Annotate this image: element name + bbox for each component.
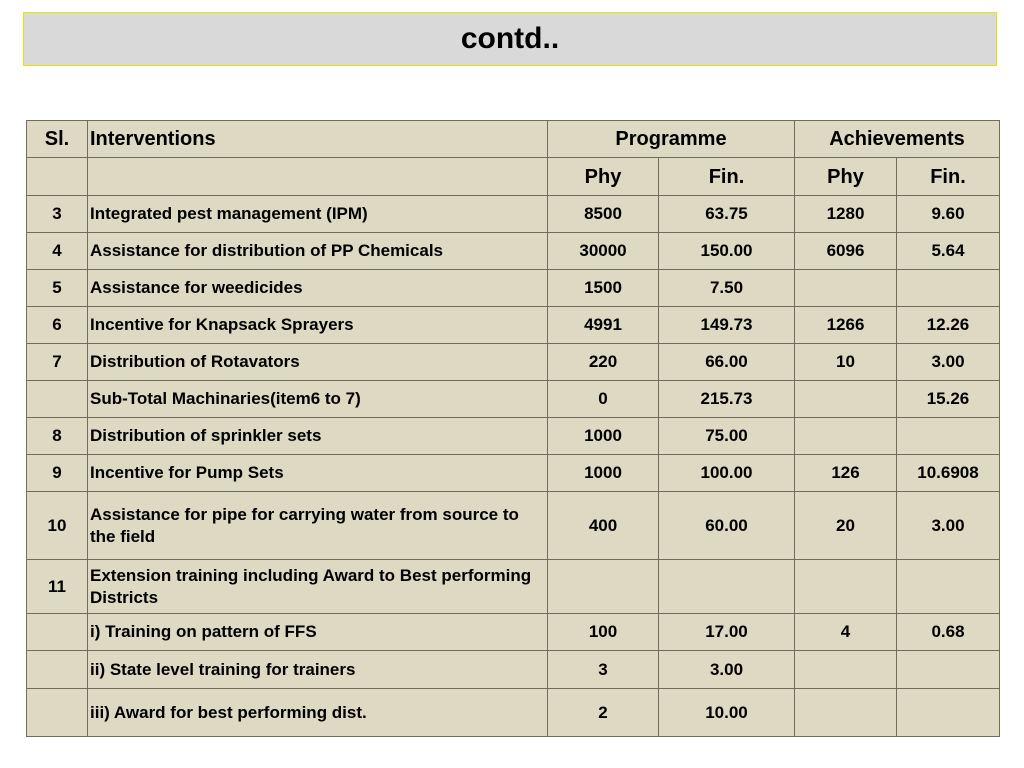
table-row [27, 492, 1000, 560]
row-programme-fin: 66.00 [659, 344, 795, 381]
table-row [27, 344, 1000, 381]
row-programme-fin: 10.00 [659, 689, 795, 737]
row-programme-fin: 150.00 [659, 233, 795, 270]
interventions-table [26, 120, 1000, 737]
row-achievements-phy: 20 [795, 492, 897, 560]
row-sl [27, 689, 88, 737]
row-intervention: i) Training on pattern of FFS [88, 614, 548, 651]
row-sl: 6 [27, 307, 88, 344]
row-programme-fin: 100.00 [659, 455, 795, 492]
header-sl: Sl. [27, 121, 88, 158]
header-row [27, 121, 1000, 158]
row-programme-fin [659, 560, 795, 614]
table-row [27, 233, 1000, 270]
row-intervention: Assistance for pipe for carrying water from source to the field [88, 492, 548, 560]
row-intervention: Integrated pest management (IPM) [88, 196, 548, 233]
subheader-row [27, 158, 1000, 196]
row-intervention: Assistance for distribution of PP Chemicals [88, 233, 548, 270]
row-sl [27, 651, 88, 689]
row-achievements-fin [897, 651, 1000, 689]
row-programme-phy [548, 560, 659, 614]
row-achievements-fin [897, 270, 1000, 307]
table-row [27, 614, 1000, 651]
subheader-programme-fin: Fin. [659, 158, 795, 196]
row-programme-phy: 220 [548, 344, 659, 381]
subheader-empty [27, 158, 88, 196]
row-programme-fin: 7.50 [659, 270, 795, 307]
row-programme-fin: 3.00 [659, 651, 795, 689]
table-row [27, 381, 1000, 418]
row-programme-phy: 30000 [548, 233, 659, 270]
row-sl: 9 [27, 455, 88, 492]
row-achievements-fin: 10.6908 [897, 455, 1000, 492]
row-programme-fin: 215.73 [659, 381, 795, 418]
row-achievements-phy [795, 381, 897, 418]
subheader-achievements-fin: Fin. [897, 158, 1000, 196]
row-achievements-phy [795, 418, 897, 455]
row-achievements-fin: 9.60 [897, 196, 1000, 233]
row-programme-phy: 2 [548, 689, 659, 737]
title-bar [23, 12, 997, 66]
row-programme-fin: 63.75 [659, 196, 795, 233]
row-achievements-fin [897, 560, 1000, 614]
row-achievements-fin: 3.00 [897, 492, 1000, 560]
subheader-programme-phy: Phy [548, 158, 659, 196]
row-programme-phy: 3 [548, 651, 659, 689]
table-row [27, 196, 1000, 233]
row-achievements-fin: 15.26 [897, 381, 1000, 418]
row-intervention: Sub-Total Machinaries(item6 to 7) [88, 381, 548, 418]
row-achievements-fin [897, 418, 1000, 455]
row-achievements-phy: 1266 [795, 307, 897, 344]
table-row [27, 455, 1000, 492]
subheader-achievements-phy: Phy [795, 158, 897, 196]
row-sl [27, 381, 88, 418]
row-intervention: iii) Award for best performing dist. [88, 689, 548, 737]
row-achievements-phy [795, 651, 897, 689]
row-sl: 3 [27, 196, 88, 233]
row-programme-phy: 1500 [548, 270, 659, 307]
row-achievements-fin [897, 689, 1000, 737]
table-row [27, 689, 1000, 737]
row-achievements-phy: 1280 [795, 196, 897, 233]
header-achievements: Achievements [795, 121, 1000, 158]
row-sl: 7 [27, 344, 88, 381]
row-achievements-fin: 12.26 [897, 307, 1000, 344]
row-programme-fin: 17.00 [659, 614, 795, 651]
row-achievements-phy [795, 270, 897, 307]
row-intervention: Incentive for Knapsack Sprayers [88, 307, 548, 344]
row-achievements-phy [795, 560, 897, 614]
row-programme-fin: 60.00 [659, 492, 795, 560]
subheader-empty [88, 158, 548, 196]
row-programme-phy: 1000 [548, 455, 659, 492]
row-achievements-phy: 4 [795, 614, 897, 651]
row-sl: 5 [27, 270, 88, 307]
row-programme-phy: 4991 [548, 307, 659, 344]
table-row [27, 651, 1000, 689]
row-achievements-phy: 6096 [795, 233, 897, 270]
row-achievements-phy: 10 [795, 344, 897, 381]
row-programme-phy: 100 [548, 614, 659, 651]
row-intervention: Assistance for weedicides [88, 270, 548, 307]
row-achievements-fin: 0.68 [897, 614, 1000, 651]
table-row [27, 307, 1000, 344]
page-title: contd.. [460, 22, 560, 55]
row-intervention: Extension training including Award to Best performing Districts [88, 560, 548, 614]
row-intervention: Distribution of sprinkler sets [88, 418, 548, 455]
table-row [27, 270, 1000, 307]
row-achievements-fin: 3.00 [897, 344, 1000, 381]
row-intervention: Incentive for Pump Sets [88, 455, 548, 492]
row-sl: 10 [27, 492, 88, 560]
row-sl: 4 [27, 233, 88, 270]
row-programme-fin: 75.00 [659, 418, 795, 455]
row-programme-phy: 8500 [548, 196, 659, 233]
row-sl: 11 [27, 560, 88, 614]
row-achievements-phy [795, 689, 897, 737]
row-sl: 8 [27, 418, 88, 455]
table-row [27, 560, 1000, 614]
row-intervention: Distribution of Rotavators [88, 344, 548, 381]
row-sl [27, 614, 88, 651]
row-programme-fin: 149.73 [659, 307, 795, 344]
row-programme-phy: 1000 [548, 418, 659, 455]
row-achievements-phy: 126 [795, 455, 897, 492]
row-intervention: ii) State level training for trainers [88, 651, 548, 689]
row-programme-phy: 400 [548, 492, 659, 560]
header-interventions: Interventions [88, 121, 548, 158]
row-achievements-fin: 5.64 [897, 233, 1000, 270]
table-row [27, 418, 1000, 455]
row-programme-phy: 0 [548, 381, 659, 418]
header-programme: Programme [548, 121, 795, 158]
